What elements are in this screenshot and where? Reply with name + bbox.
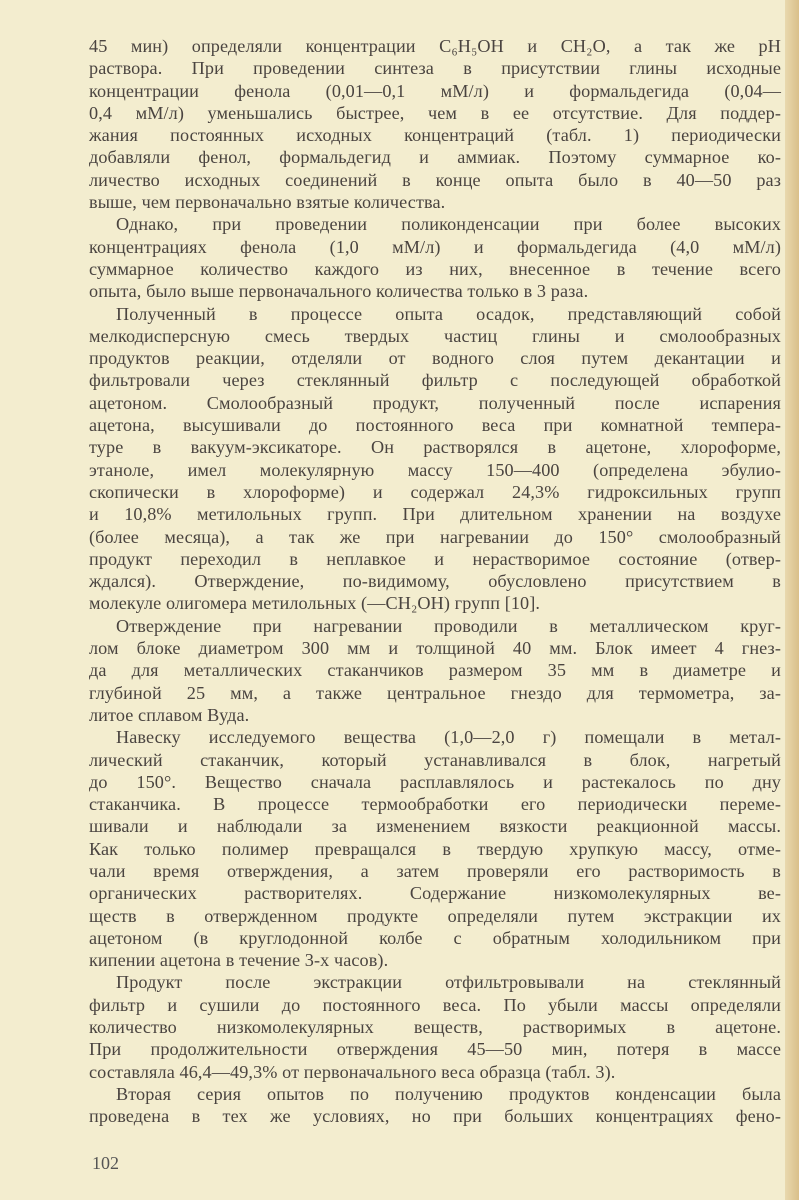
text-line: концентрациях фенола (1,0 мМ/л) и формальдегида (4,0 мМ/л) xyxy=(89,236,781,257)
text-line: молекуле олигомера метилольных (—CH₂OH) групп [10]. xyxy=(89,593,541,614)
text-line: ацетоном (в круглодонной колбе с обратным холодильником при xyxy=(89,927,781,948)
text-line: Продукт после экстракции отфильтровывали на стеклянный xyxy=(116,972,781,993)
text-line: ацетона, высушивали до постоянного веса при комнатной темпера- xyxy=(89,415,781,436)
text-line: ждался). Отверждение, по-видимому, обусловлено присутствием в xyxy=(89,571,781,592)
text-line: органических растворителях. Содержание низкомолекулярных ве- xyxy=(89,883,781,904)
text-line: проведена в тех же условиях, но при больших концентрациях фено- xyxy=(89,1106,781,1127)
text-line: концентрации фенола (0,01—0,1 мМ/л) и формальдегида (0,04— xyxy=(89,80,781,101)
text-line: и 10,8% метилольных групп. При длительном хранении на воздухе xyxy=(89,504,781,525)
text-line: количество низкомолекулярных веществ, растворимых в ацетоне. xyxy=(89,1017,781,1038)
text-line: суммарное количество каждого из них, внесенное в течение всего xyxy=(89,258,781,279)
text-line: Как только полимер превращался в твердую хрупкую массу, отме- xyxy=(89,838,781,859)
text-line: кипении ацетона в течение 3-х часов). xyxy=(89,950,389,971)
text-line: продукт переходил в неплавкое и нерастворимое состояние (отвер- xyxy=(89,548,781,569)
page-edge-shadow xyxy=(785,0,799,1200)
text-line: При продолжительности отверждения 45—50 мин, потеря в массе xyxy=(89,1039,781,1060)
text-line: фильтр и сушили до постоянного веса. По убыли массы определяли xyxy=(89,994,781,1015)
text-line: ществ в отвержденном продукте определяли путем экстракции их xyxy=(89,905,781,926)
text-line: да для металлических стаканчиков размером 35 мм в диаметре и xyxy=(89,660,781,681)
text-line: 0,4 мМ/л) уменьшались быстрее, чем в ее отсутствие. Для поддер- xyxy=(89,102,781,123)
page-number: 102 xyxy=(92,1153,119,1173)
text-line: Навеску исследуемого вещества (1,0—2,0 г) помещали в метал- xyxy=(116,727,781,748)
text-line: скопически в хлороформе) и содержал 24,3% гидроксильных групп xyxy=(89,481,781,502)
text-line: Однако, при проведении поликонденсации при более высоких xyxy=(116,214,781,235)
text-line: жания постоянных исходных концентраций (табл. 1) периодически xyxy=(89,125,781,146)
text-line: Вторая серия опытов по получению продуктов конденсации была xyxy=(116,1083,781,1104)
text-line: составляла 46,4—49,3% от первоначального веса образца (табл. 3). xyxy=(89,1061,616,1082)
text-line: чали время отверждения, а затем проверяли его растворимость в xyxy=(89,860,781,881)
page-body-text xyxy=(89,35,781,1128)
text-line: выше, чем первоначально взятые количества. xyxy=(89,192,446,213)
text-line: (более месяца), а так же при нагревании до 150° смолообразный xyxy=(89,526,781,547)
text-line: Полученный в процессе опыта осадок, представляющий собой xyxy=(116,303,781,324)
text-line: литое сплавом Вуда. xyxy=(89,704,250,725)
text-line: глубиной 25 мм, а также центральное гнездо для термометра, за- xyxy=(89,682,781,703)
text-line: опыта, было выше первоначального количества только в 3 раза. xyxy=(89,281,589,302)
text-line: добавляли фенол, формальдегид и аммиак. Поэтому суммарное ко- xyxy=(89,147,781,168)
text-line: мелкодисперсную смесь твердых частиц глины и смолообразных xyxy=(89,325,781,346)
text-line: туре в вакуум-эксикаторе. Он растворялся в ацетоне, хлороформе, xyxy=(89,437,781,458)
text-line: 45 мин) определяли концентрации C₆H₅OH и CH₂O, а так же pH xyxy=(89,36,781,56)
text-line: фильтровали через стеклянный фильтр с последующей обработкой xyxy=(89,370,781,391)
text-line: продуктов реакции, отделяли от водного слоя путем декантации и xyxy=(89,348,781,369)
text-line: шивали и наблюдали за изменением вязкости реакционной массы. xyxy=(89,816,781,837)
text-line: стаканчика. В процессе термообработки его периодически переме- xyxy=(89,794,781,815)
text-line: Отверждение при нагревании проводили в металлическом круг- xyxy=(116,615,781,636)
text-line: лом блоке диаметром 300 мм и толщиной 40 мм. Блок имеет 4 гнез- xyxy=(89,638,781,659)
text-line: раствора. При проведении синтеза в присутствии глины исходные xyxy=(89,58,781,79)
text-line: ацетоном. Смолообразный продукт, полученный после испарения xyxy=(89,392,781,413)
text-line: этаноле, имел молекулярную массу 150—400 (определена эбулио- xyxy=(89,459,781,480)
text-line: лический стаканчик, который устанавливался в блок, нагретый xyxy=(89,749,781,770)
text-line: до 150°. Вещество сначала расплавлялось и растекалось по дну xyxy=(89,771,781,792)
text-line: личество исходных соединений в конце опыта было в 40—50 раз xyxy=(89,169,781,190)
